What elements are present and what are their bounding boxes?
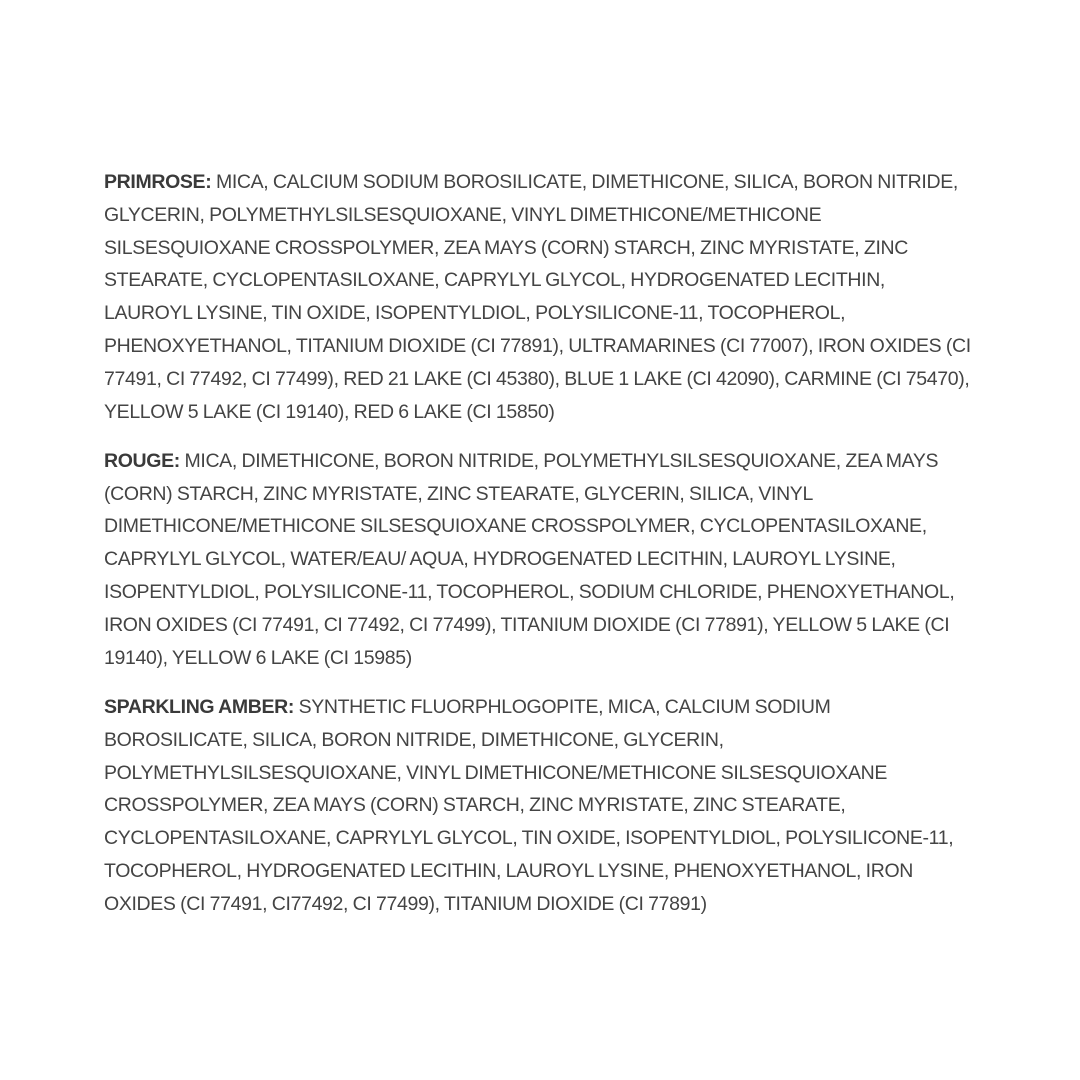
- shade-name: PRIMROSE:: [104, 171, 212, 193]
- ingredients-list: [104, 166, 974, 937]
- shade-name: ROUGE:: [104, 449, 180, 472]
- shade-name: SPARKLING AMBER:: [104, 695, 294, 718]
- shade-ingredients: MICA, DIMETHICONE, BORON NITRIDE, POLYMETHYLSILSESQUIOXANE, ZEA MAYS (CORN) STARCH, ZINC MYRISTATE, ZINC STEARATE, GLYCERIN, SILICA, VINYL DIMETHICONE/METHICONE SILSESQUIOXANE CROSSPOLYMER, CYCLOPENTASILOXANE, CAPRYLYL GLYCOL, WATER/EAU/ AQUA, HYDROGENATED LECITHIN, LAUROYL LYSINE, ISOPENTYLDIOL, POLYSILICONE-11, TOCOPHEROL, SODIUM CHLORIDE, PHENOXYETHANOL, IRON OXIDES (CI 77491, CI 77492, CI 77499), TITANIUM DIOXIDE (CI 77891), YELLOW 5 LAKE (CI 19140), YELLOW 6 LAKE (CI 15985): [104, 449, 955, 669]
- shade-ingredients: MICA, CALCIUM SODIUM BOROSILICATE, DIMETHICONE, SILICA, BORON NITRIDE, GLYCERIN, POLYMETHYLSILSESQUIOXANE, VINYL DIMETHICONE/METHICONE SILSESQUIOXANE CROSSPOLYMER, ZEA MAYS (CORN) STARCH, ZINC MYRISTATE, ZINC STEARATE, CYCLOPENTASILOXANE, CAPRYLYL GLYCOL, HYDROGENATED LECITHIN, LAUROYL LYSINE, TIN OXIDE, ISOPENTYLDIOL, POLYSILICONE-11, TOCOPHEROL, PHENOXYETHANOL, TITANIUM DIOXIDE (CI 77891), ULTRAMARINES (CI 77007), IRON OXIDES (CI 77491, CI 77492, CI 77499), RED 21 LAKE (CI 45380), BLUE 1 LAKE (CI 42090), CARMINE (CI 75470), YELLOW 5 LAKE (CI 19140), RED 6 LAKE (CI 15850): [104, 171, 971, 423]
- ingredients-entry-sparkling-amber: [104, 691, 974, 921]
- shade-ingredients: SYNTHETIC FLUORPHLOGOPITE, MICA, CALCIUM SODIUM BOROSILICATE, SILICA, BORON NITRIDE, DIMETHICONE, GLYCERIN, POLYMETHYLSILSESQUIOXANE, VINYL DIMETHICONE/METHICONE SILSESQUIOXANE CROSSPOLYMER, ZEA MAYS (CORN) STARCH, ZINC MYRISTATE, ZINC STEARATE, CYCLOPENTASILOXANE, CAPRYLYL GLYCOL, TIN OXIDE, ISOPENTYLDIOL, POLYSILICONE-11, TOCOPHEROL, HYDROGENATED LECITHIN, LAUROYL LYSINE, PHENOXYETHANOL, IRON OXIDES (CI 77491, CI77492, CI 77499), TITANIUM DIOXIDE (CI 77891): [104, 695, 954, 915]
- ingredients-entry-primrose: [104, 166, 974, 428]
- ingredients-entry-rouge: [104, 445, 974, 675]
